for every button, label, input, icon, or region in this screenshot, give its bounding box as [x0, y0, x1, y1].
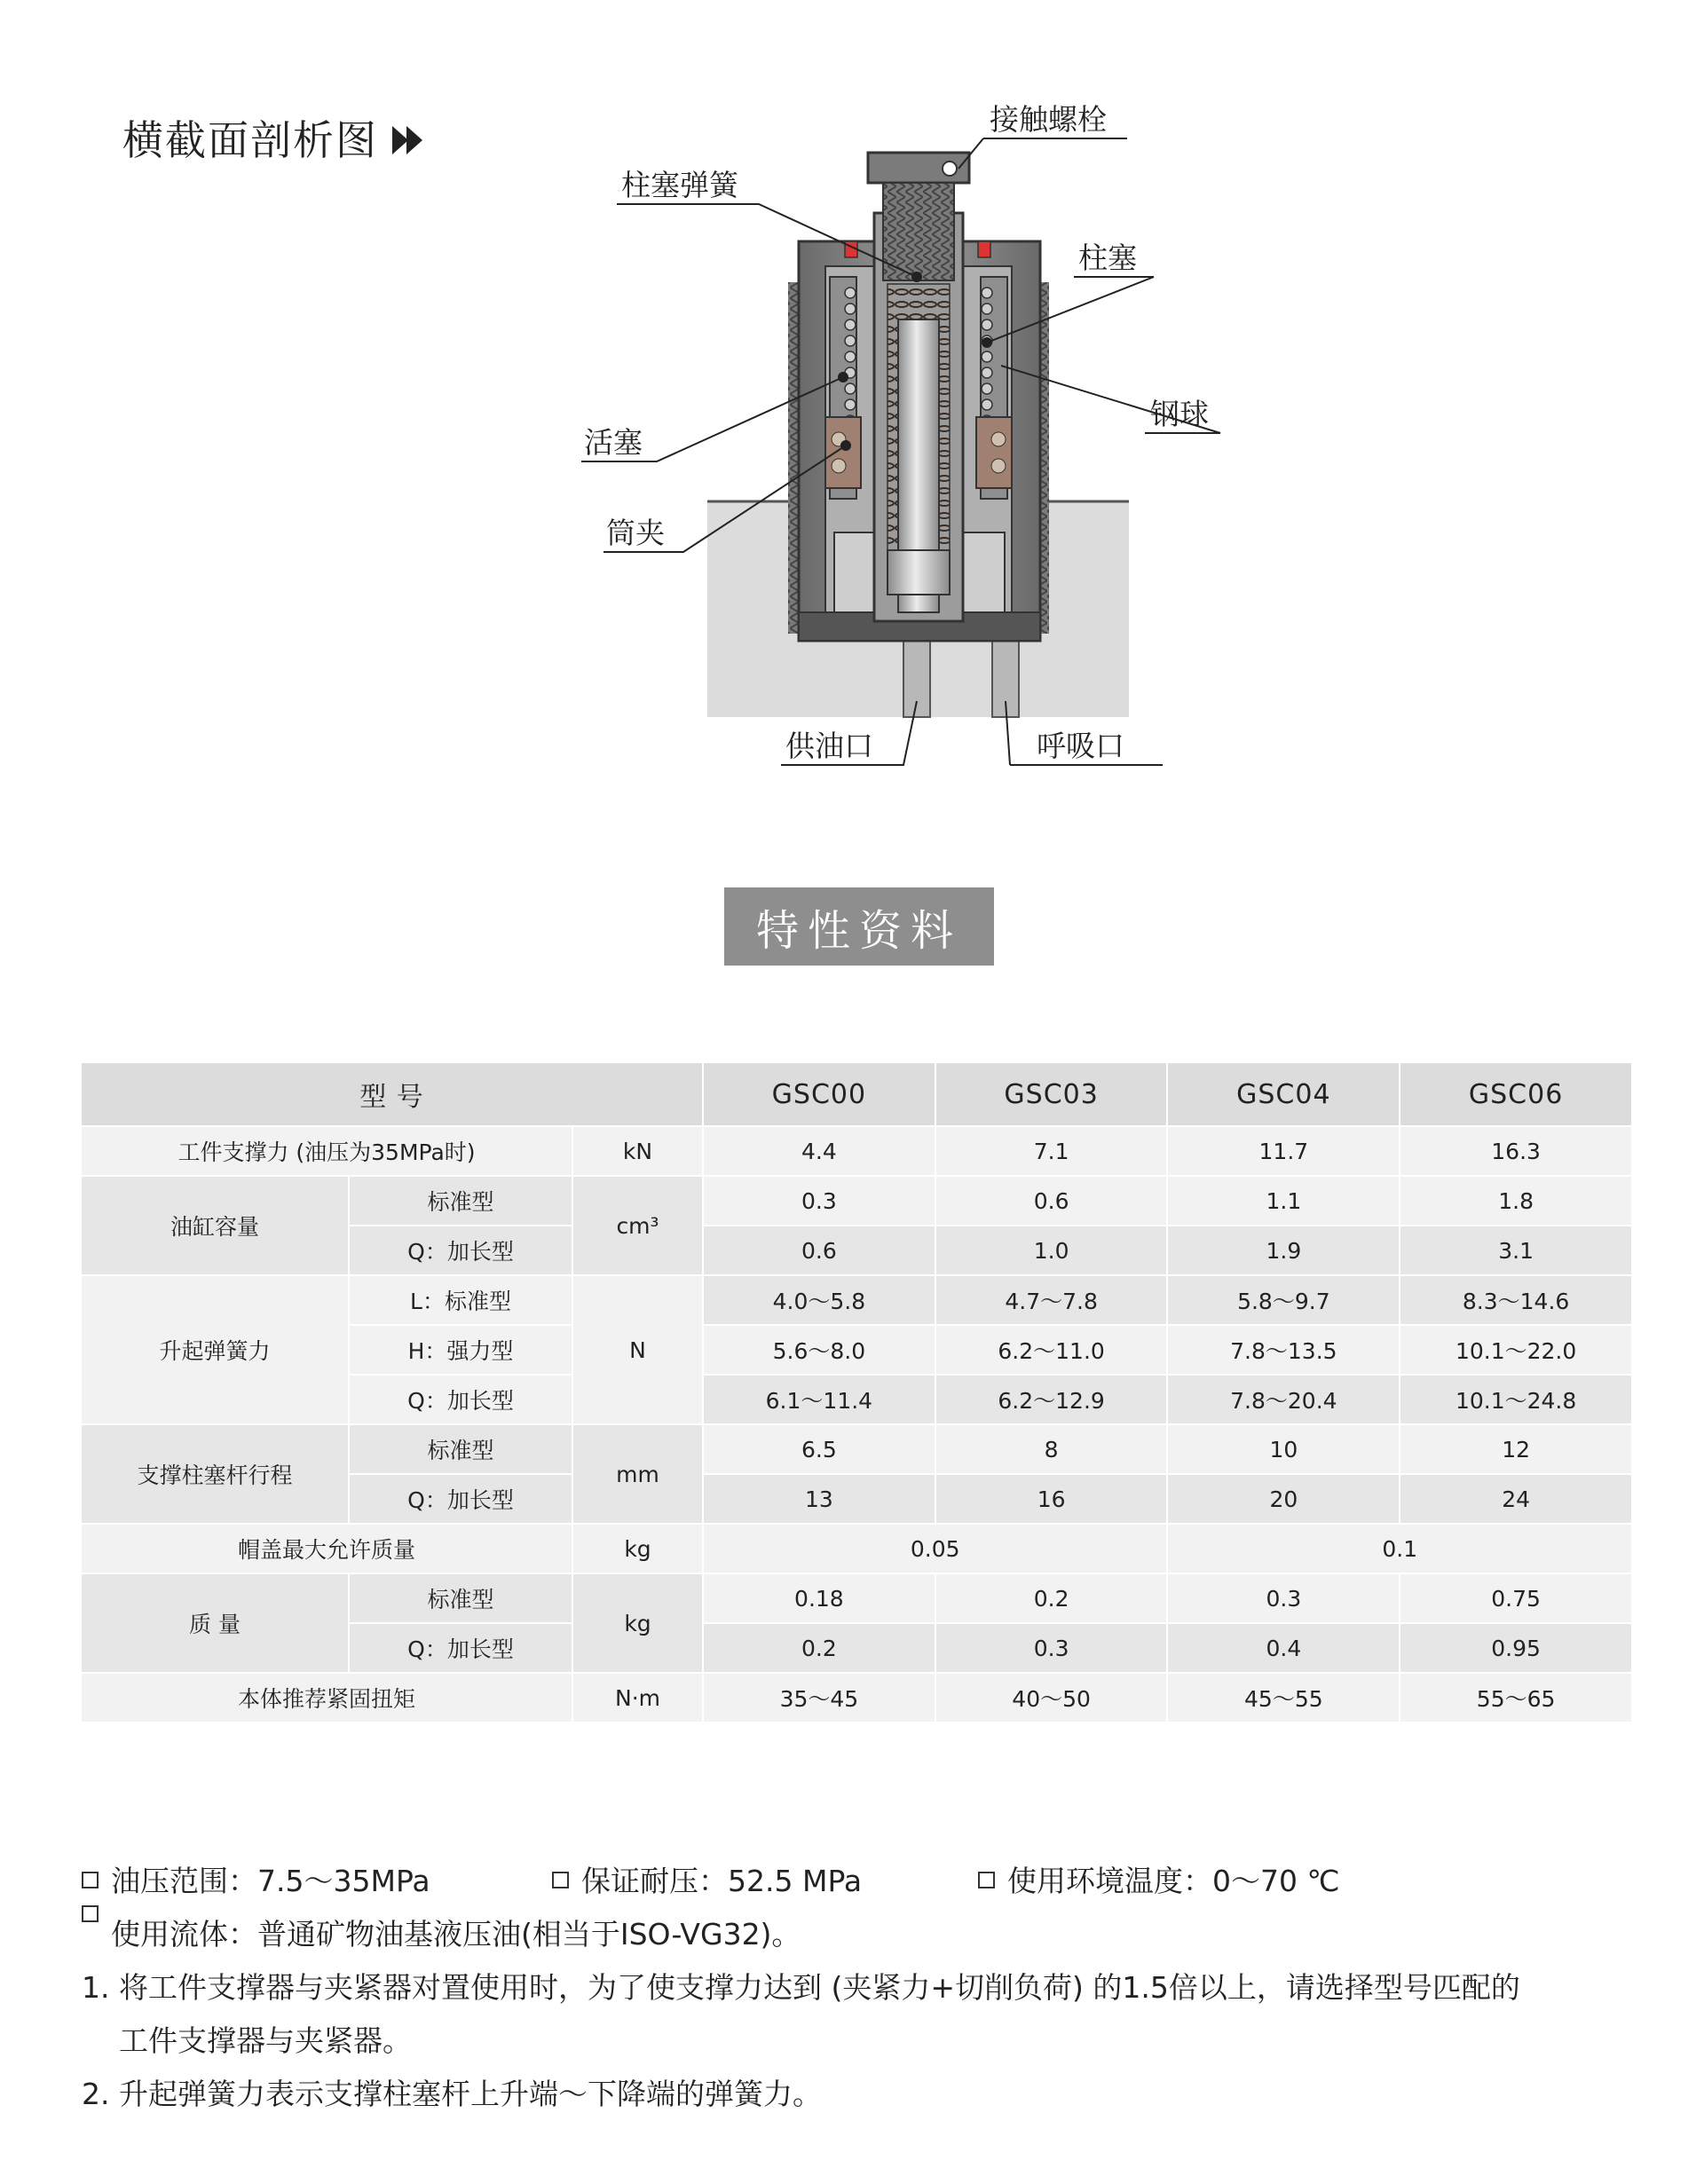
note-pressure-range-text: 油压范围：7.5～35MPa: [111, 1864, 430, 1898]
note-temperature: [978, 1855, 1340, 1908]
checkbox-square-icon: [82, 1905, 99, 1922]
label-contact-bolt: 接触螺栓: [990, 102, 1107, 137]
sub-label: 标准型: [350, 1177, 572, 1225]
value-cell: 4.7～7.8: [936, 1276, 1167, 1324]
note-temperature-text: 使用环境温度：0～70 ℃: [1007, 1864, 1340, 1898]
sub-label: Q：加长型: [350, 1376, 572, 1423]
unit-cell: mm: [573, 1425, 702, 1523]
value-cell: 4.0～5.8: [704, 1276, 935, 1324]
label-breather-port: 呼吸口: [1037, 729, 1124, 763]
sub-label: Q：加长型: [350, 1624, 572, 1672]
row-label: 质 量: [82, 1574, 348, 1672]
row-label: 帽盖最大允许质量: [82, 1525, 572, 1573]
value-cell: 0.1: [1168, 1525, 1631, 1573]
note-pressure-range: [82, 1855, 552, 1908]
table-row: [82, 1127, 1631, 1175]
value-cell: 0.05: [704, 1525, 1166, 1573]
value-cell: 12: [1400, 1425, 1631, 1473]
value-cell: 16: [936, 1475, 1167, 1523]
unit-cell: kg: [573, 1574, 702, 1672]
spec-table: [80, 1061, 1633, 1723]
unit-cell: kN: [573, 1127, 702, 1175]
value-cell: 10.1～24.8: [1400, 1376, 1631, 1423]
unit-cell: N: [573, 1276, 702, 1423]
sub-label: H：强力型: [350, 1326, 572, 1374]
note-fluid-text: 使用流体：普通矿物油基液压油(相当于ISO-VG32)。: [111, 1917, 801, 1951]
value-cell: 55～65: [1400, 1674, 1631, 1722]
sub-label: 标准型: [350, 1574, 572, 1622]
value-cell: 8.3～14.6: [1400, 1276, 1631, 1324]
value-cell: 4.4: [704, 1127, 935, 1175]
checkbox-square-icon: [552, 1872, 569, 1888]
sub-label: Q：加长型: [350, 1226, 572, 1274]
sub-label: L：标准型: [350, 1276, 572, 1324]
value-cell: 0.6: [704, 1226, 935, 1274]
value-cell: 35～45: [704, 1674, 935, 1722]
model-col-gsc06: GSC06: [1400, 1063, 1631, 1125]
sub-label: Q：加长型: [350, 1475, 572, 1523]
sub-label: 标准型: [350, 1425, 572, 1473]
value-cell: 6.2～12.9: [936, 1376, 1167, 1423]
table-row: [82, 1574, 1631, 1622]
value-cell: 3.1: [1400, 1226, 1631, 1274]
value-cell: 0.75: [1400, 1574, 1631, 1622]
value-cell: 7.1: [936, 1127, 1167, 1175]
value-cell: 5.6～8.0: [704, 1326, 935, 1374]
value-cell: 0.18: [704, 1574, 935, 1622]
model-col-gsc00: GSC00: [704, 1063, 935, 1125]
row-label: 工件支撑力 (油压为35MPa时): [82, 1127, 572, 1175]
table-row: [82, 1276, 1631, 1324]
value-cell: 7.8～13.5: [1168, 1326, 1399, 1374]
model-col-gsc03: GSC03: [936, 1063, 1167, 1125]
value-cell: 1.1: [1168, 1177, 1399, 1225]
label-plunger: 柱塞: [1078, 240, 1137, 275]
note-proof-pressure: [552, 1855, 978, 1908]
note-1-line-1: 1. 将工件支撑器与夹紧器对置使用时，为了使支撑力达到 (夹紧力+切削负荷) 的1.5倍以上，请选择型号匹配的: [82, 1970, 1520, 2005]
value-cell: 0.2: [936, 1574, 1167, 1622]
value-cell: 1.9: [1168, 1226, 1399, 1274]
table-row: [82, 1674, 1631, 1722]
value-cell: 11.7: [1168, 1127, 1399, 1175]
value-cell: 16.3: [1400, 1127, 1631, 1175]
note-1-line-2: 工件支撑器与夹紧器。: [119, 2023, 412, 2058]
value-cell: 0.3: [936, 1624, 1167, 1672]
note-2: 2. 升起弹簧力表示支撑柱塞杆上升端～下降端的弹簧力。: [82, 2077, 822, 2111]
label-plunger-spring: 柱塞弹簧: [621, 168, 738, 202]
specs-banner: [724, 887, 994, 966]
value-cell: 0.95: [1400, 1624, 1631, 1672]
value-cell: 0.3: [704, 1177, 935, 1225]
value-cell: 40～50: [936, 1674, 1167, 1722]
value-cell: 6.2～11.0: [936, 1326, 1167, 1374]
value-cell: 20: [1168, 1475, 1399, 1523]
checkbox-square-icon: [978, 1872, 995, 1888]
section-title-text: 横截面剖析图: [122, 116, 378, 164]
label-piston: 活塞: [584, 425, 643, 460]
row-label: 升起弹簧力: [82, 1276, 348, 1423]
model-header: 型 号: [82, 1063, 702, 1125]
label-steel-ball: 钢球: [1150, 397, 1209, 431]
value-cell: 0.3: [1168, 1574, 1399, 1622]
label-oil-supply-port: 供油口: [785, 729, 873, 763]
value-cell: 0.4: [1168, 1624, 1399, 1672]
row-label: 支撑柱塞杆行程: [82, 1425, 348, 1523]
unit-cell: kg: [573, 1525, 702, 1573]
value-cell: 0.6: [936, 1177, 1167, 1225]
model-col-gsc04: GSC04: [1168, 1063, 1399, 1125]
row-label: 油缸容量: [82, 1177, 348, 1274]
value-cell: 45～55: [1168, 1674, 1399, 1722]
notes-row-2: [82, 1908, 1661, 1961]
cross-section-diagram: [0, 0, 1704, 799]
value-cell: 6.5: [704, 1425, 935, 1473]
value-cell: 7.8～20.4: [1168, 1376, 1399, 1423]
notes: [82, 1855, 1661, 2121]
value-cell: 10.1～22.0: [1400, 1326, 1631, 1374]
value-cell: 1.8: [1400, 1177, 1631, 1225]
table-row: [82, 1425, 1631, 1473]
value-cell: 8: [936, 1425, 1167, 1473]
value-cell: 10: [1168, 1425, 1399, 1473]
value-cell: 13: [704, 1475, 935, 1523]
table-header-row: [82, 1063, 1631, 1125]
value-cell: 5.8～9.7: [1168, 1276, 1399, 1324]
checkbox-square-icon: [82, 1872, 99, 1888]
value-cell: 24: [1400, 1475, 1631, 1523]
notes-row-1: [82, 1855, 1661, 1908]
value-cell: 1.0: [936, 1226, 1167, 1274]
value-cell: 0.2: [704, 1624, 935, 1672]
table-row: [82, 1177, 1631, 1225]
table-row: [82, 1525, 1631, 1573]
unit-cell: N·m: [573, 1674, 702, 1722]
value-cell: 6.1～11.4: [704, 1376, 935, 1423]
specs-banner-text: 特性资料: [755, 905, 962, 956]
note-proof-pressure-text: 保证耐压：52.5 MPa: [581, 1864, 863, 1898]
unit-cell: cm³: [573, 1177, 702, 1274]
row-label: 本体推荐紧固扭矩: [82, 1674, 572, 1722]
label-collet: 筒夹: [606, 516, 665, 550]
